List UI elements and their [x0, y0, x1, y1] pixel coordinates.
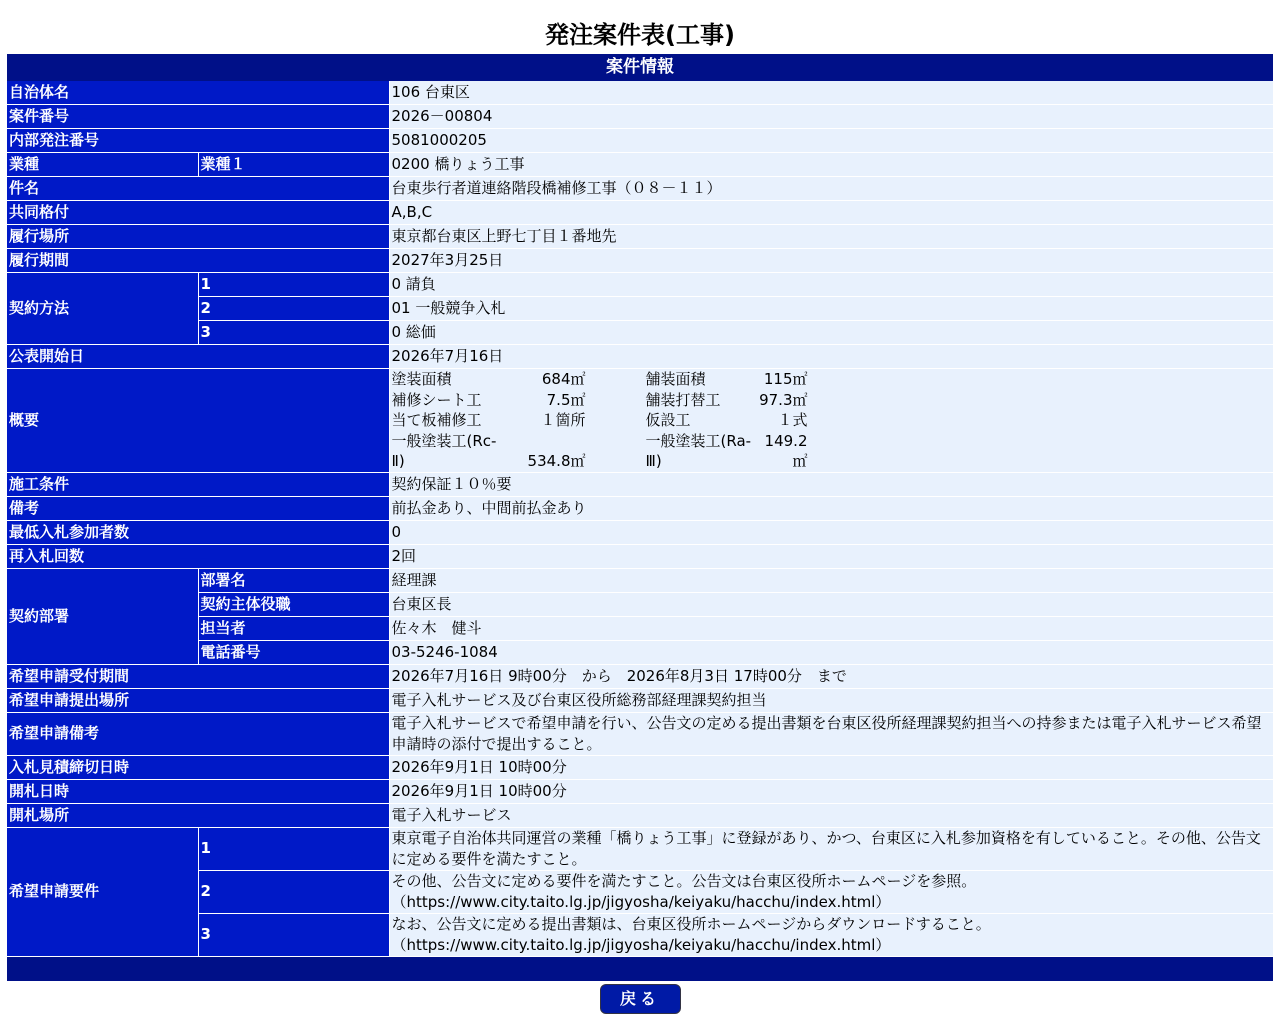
field-value: 電子入札サービス及び台東区役所総務部経理課契約担当 [389, 688, 1273, 712]
summary-qty: 534.8㎡ [527, 452, 586, 470]
field-value: 東京都台東区上野七丁目１番地先 [389, 225, 1273, 249]
summary-line [392, 390, 1272, 411]
field-value: 東京電子自治体共同運営の業種「橋りょう工事」に登録があり、かつ、台東区に入札参加資格を有していること。その他、公告文に定める要件を満たすこと。 [389, 827, 1273, 870]
field-sublabel: 担当者 [198, 616, 389, 640]
field-label: 共同格付 [7, 201, 389, 225]
field-value: なお、公告文に定める提出書類は、台東区役所ホームページからダウンロードすること。（https://www.city.taito.lg.jp/jigyosha/keiyaku/hacchu/index.html） [389, 913, 1273, 956]
summary-value [389, 369, 1273, 473]
summary-item: 塗装面積 [391, 370, 452, 388]
field-value: 2027年3月25日 [389, 249, 1273, 273]
field-label: 希望申請受付期間 [7, 664, 389, 688]
summary-line [392, 431, 1272, 472]
table-row [7, 803, 1273, 827]
summary-qty: 684㎡ [541, 370, 586, 388]
summary-item: 舗装打替工 [645, 390, 721, 409]
summary-item: 一般塗装工(Rc-Ⅱ) [391, 431, 497, 470]
field-value: 2回 [389, 544, 1273, 568]
summary-qty: 7.5㎡ [546, 390, 586, 409]
field-value: その他、公告文に定める要件を満たすこと。公告文は台東区役所ホームページを参照。（https://www.city.taito.lg.jp/jigyosha/keiyaku/hacchu/index.html） [389, 870, 1273, 913]
table-footer-bar [7, 956, 1273, 981]
section-header: 案件情報 [7, 54, 1273, 81]
case-info-table [7, 54, 1273, 981]
field-label: 入札見積締切日時 [7, 755, 389, 779]
field-label: 施工条件 [7, 472, 389, 496]
field-value: 契約保証１０％要 [389, 472, 1273, 496]
summary-line [392, 369, 1272, 390]
field-value: 前払金あり、中間前払金あり [389, 496, 1273, 520]
field-value: 01 一般競争入札 [389, 297, 1273, 321]
field-value: 0 請負 [389, 273, 1273, 297]
field-label: 自治体名 [7, 81, 389, 105]
field-sublabel: 3 [198, 321, 389, 345]
field-label: 契約方法 [7, 273, 198, 345]
summary-qty: １式 [777, 411, 808, 429]
table-row [7, 520, 1273, 544]
summary-qty: 97.3㎡ [759, 390, 808, 409]
field-label: 内部発注番号 [7, 129, 389, 153]
table-row [7, 153, 1273, 177]
field-value: 106 台東区 [389, 81, 1273, 105]
field-value: 電子入札サービス [389, 803, 1273, 827]
field-label: 開札日時 [7, 779, 389, 803]
field-value: A,B,C [389, 201, 1273, 225]
field-sublabel: 契約主体役職 [198, 592, 389, 616]
field-label: 履行場所 [7, 225, 389, 249]
table-row [7, 345, 1273, 369]
summary-qty: １箇所 [540, 411, 586, 429]
field-value: 2026年9月1日 10時00分 [389, 755, 1273, 779]
field-label: 契約部署 [7, 568, 198, 664]
field-value: 0200 橋りょう工事 [389, 153, 1273, 177]
back-button[interactable]: 戻る [600, 984, 681, 1014]
field-sublabel: 部署名 [198, 568, 389, 592]
table-row [7, 129, 1273, 153]
table-row [7, 779, 1273, 803]
field-label: 業種 [7, 153, 198, 177]
table-row [7, 496, 1273, 520]
field-label: 履行期間 [7, 249, 389, 273]
field-sublabel: 3 [198, 913, 389, 956]
table-row [7, 712, 1273, 755]
summary-item: 当て板補修工 [391, 411, 482, 429]
table-row [7, 225, 1273, 249]
field-label: 再入札回数 [7, 544, 389, 568]
table-row [7, 201, 1273, 225]
table-row [7, 81, 1273, 105]
summary-item: 補修シート工 [391, 390, 482, 409]
field-value: 台東区長 [389, 592, 1273, 616]
summary-line [392, 410, 1272, 431]
field-label: 最低入札参加者数 [7, 520, 389, 544]
field-value: 2026年7月16日 [389, 345, 1273, 369]
table-row [7, 369, 1273, 473]
field-value: 2026年7月16日 9時00分 から 2026年8月3日 17時00分 まで [389, 664, 1273, 688]
table-row [7, 105, 1273, 129]
field-label: 開札場所 [7, 803, 389, 827]
field-sublabel: 1 [198, 273, 389, 297]
table-row [7, 177, 1273, 201]
field-sublabel: 2 [198, 297, 389, 321]
field-value: 経理課 [389, 568, 1273, 592]
field-sublabel: 電話番号 [198, 640, 389, 664]
table-row [7, 755, 1273, 779]
field-value: 03-5246-1084 [389, 640, 1273, 664]
field-value: 2026年9月1日 10時00分 [389, 779, 1273, 803]
table-row [7, 568, 1273, 592]
page-title: 発注案件表(工事) [545, 21, 735, 49]
table-row [7, 544, 1273, 568]
table-row [7, 827, 1273, 870]
field-sublabel: 2 [198, 870, 389, 913]
field-label: 概要 [7, 369, 389, 473]
field-value: 佐々木 健斗 [389, 616, 1273, 640]
summary-item: 舗装面積 [645, 370, 706, 388]
field-value: 5081000205 [389, 129, 1273, 153]
field-sublabel: 1 [198, 827, 389, 870]
field-label: 希望申請備考 [7, 712, 389, 755]
field-sublabel: 業種１ [198, 153, 389, 177]
table-row [7, 249, 1273, 273]
field-label: 案件番号 [7, 105, 389, 129]
field-value: 電子入札サービスで希望申請を行い、公告文の定める提出書類を台東区役所経理課契約担当への持参または電子入札サービス希望申請時の添付で提出すること。 [389, 712, 1273, 755]
summary-item: 仮設工 [645, 411, 691, 429]
field-label: 備考 [7, 496, 389, 520]
summary-item: 一般塗装工(Ra-Ⅲ) [645, 431, 752, 470]
table-row [7, 273, 1273, 297]
summary-qty: 115㎡ [763, 370, 808, 388]
field-label: 希望申請提出場所 [7, 688, 389, 712]
field-value: 台東歩行者道連絡階段橋補修工事（０８－１１） [389, 177, 1273, 201]
field-label: 公表開始日 [7, 345, 389, 369]
table-row [7, 472, 1273, 496]
table-row [7, 688, 1273, 712]
field-label: 件名 [7, 177, 389, 201]
field-value: 0 総価 [389, 321, 1273, 345]
field-value: 2026－00804 [389, 105, 1273, 129]
table-row [7, 664, 1273, 688]
summary-qty: 149.2㎡ [764, 431, 808, 470]
field-label: 希望申請要件 [7, 827, 198, 956]
field-value: 0 [389, 520, 1273, 544]
